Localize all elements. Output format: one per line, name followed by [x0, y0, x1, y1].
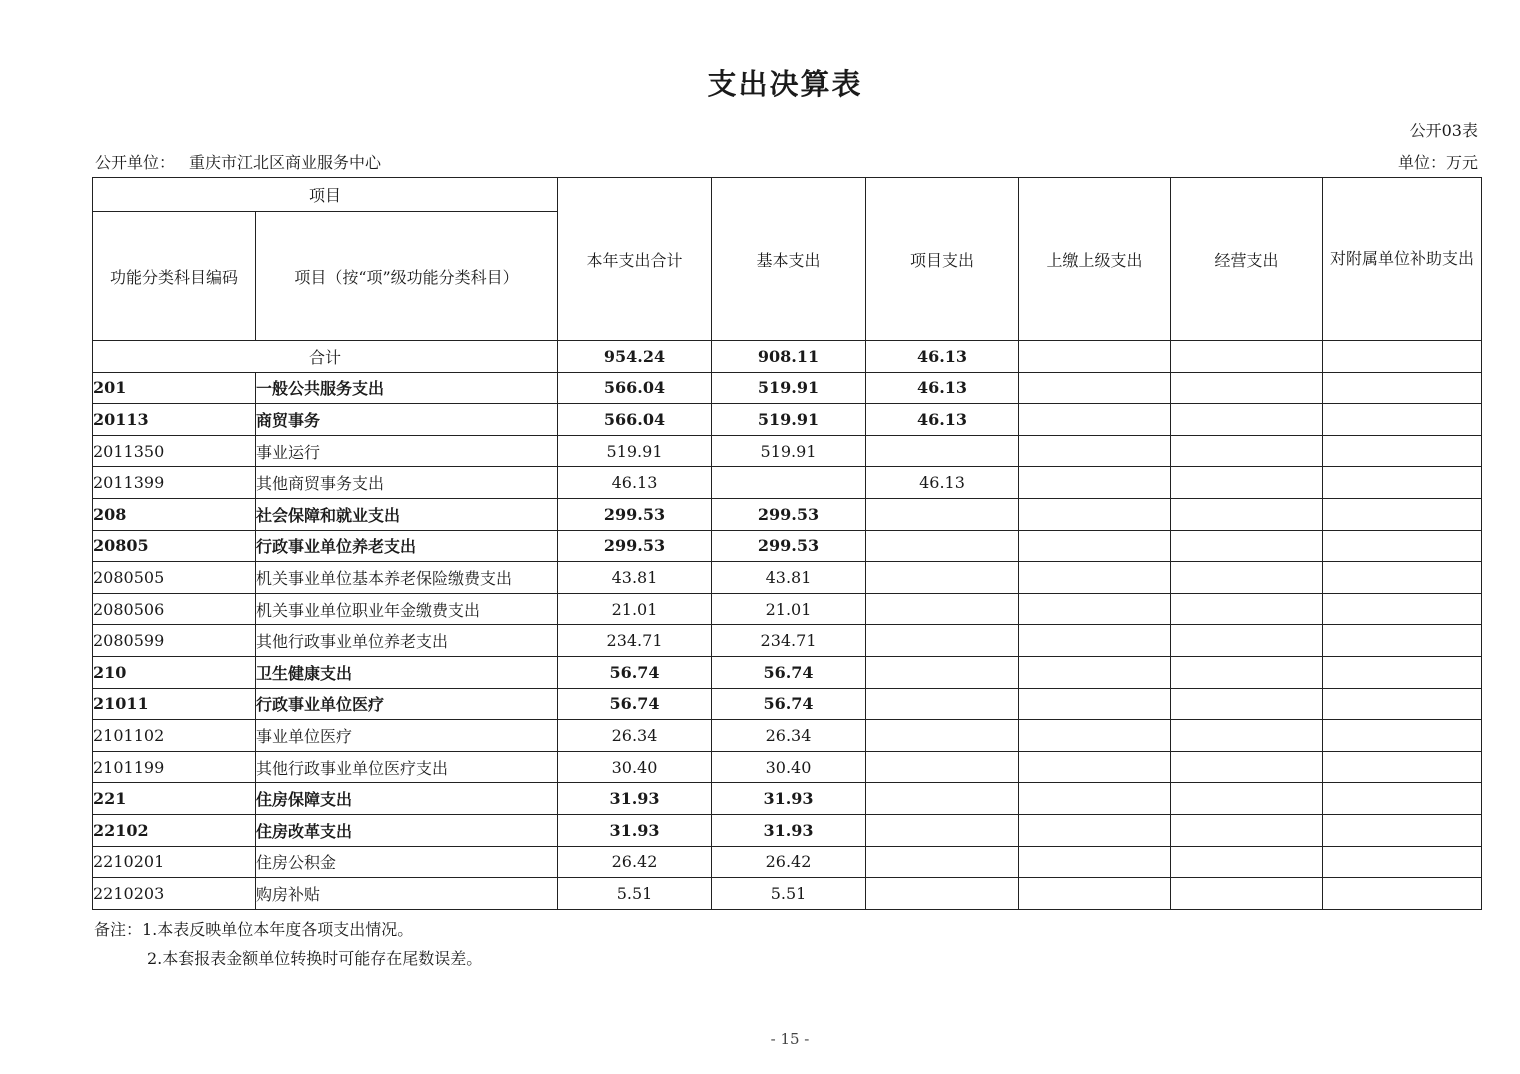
row-subsidy	[1323, 814, 1482, 846]
row-project	[866, 498, 1019, 530]
row-name: 卫生健康支出	[256, 656, 558, 688]
row-total: 56.74	[558, 656, 712, 688]
table-row	[93, 435, 1482, 467]
total-basic: 908.11	[712, 341, 866, 373]
header-subsidy: 对附属单位补助支出	[1323, 178, 1482, 341]
header-business: 经营支出	[1171, 178, 1323, 341]
row-name: 其他商贸事务支出	[256, 467, 558, 499]
row-total: 234.71	[558, 625, 712, 657]
table-row	[93, 656, 1482, 688]
row-business	[1171, 404, 1323, 436]
row-basic: 299.53	[712, 530, 866, 562]
total-label: 合计	[93, 341, 558, 373]
notes	[94, 915, 482, 973]
row-subsidy	[1323, 467, 1482, 499]
row-name: 购房补贴	[256, 878, 558, 910]
row-project: 46.13	[866, 467, 1019, 499]
row-business	[1171, 498, 1323, 530]
row-subsidy	[1323, 404, 1482, 436]
row-subsidy	[1323, 720, 1482, 752]
row-total: 31.93	[558, 814, 712, 846]
row-upper	[1019, 878, 1171, 910]
row-project	[866, 688, 1019, 720]
row-subsidy	[1323, 625, 1482, 657]
total-row	[93, 341, 1482, 373]
row-subsidy	[1323, 846, 1482, 878]
row-business	[1171, 372, 1323, 404]
row-code: 201	[93, 372, 256, 404]
row-total: 56.74	[558, 688, 712, 720]
table-row	[93, 814, 1482, 846]
row-code: 2101102	[93, 720, 256, 752]
row-subsidy	[1323, 783, 1482, 815]
row-subsidy	[1323, 688, 1482, 720]
row-code: 2210203	[93, 878, 256, 910]
row-project	[866, 656, 1019, 688]
total-subsidy	[1323, 341, 1482, 373]
row-upper	[1019, 593, 1171, 625]
header-basic: 基本支出	[712, 178, 866, 341]
row-upper	[1019, 372, 1171, 404]
row-upper	[1019, 435, 1171, 467]
row-subsidy	[1323, 498, 1482, 530]
header-code: 功能分类科目编码	[93, 212, 256, 341]
row-business	[1171, 751, 1323, 783]
row-basic: 56.74	[712, 688, 866, 720]
row-subsidy	[1323, 593, 1482, 625]
total-upper	[1019, 341, 1171, 373]
row-basic: 26.42	[712, 846, 866, 878]
row-total: 519.91	[558, 435, 712, 467]
row-code: 2101199	[93, 751, 256, 783]
row-code: 20805	[93, 530, 256, 562]
row-basic: 5.51	[712, 878, 866, 910]
header-item-group: 项目	[93, 178, 558, 212]
row-upper	[1019, 404, 1171, 436]
row-code: 20113	[93, 404, 256, 436]
row-total: 46.13	[558, 467, 712, 499]
row-basic: 519.91	[712, 372, 866, 404]
row-code: 21011	[93, 688, 256, 720]
row-code: 22102	[93, 814, 256, 846]
row-name: 一般公共服务支出	[256, 372, 558, 404]
row-basic: 519.91	[712, 404, 866, 436]
row-total: 566.04	[558, 372, 712, 404]
table-row	[93, 751, 1482, 783]
table-row	[93, 783, 1482, 815]
row-project	[866, 878, 1019, 910]
expenditure-table	[92, 177, 1482, 910]
table-row	[93, 625, 1482, 657]
row-basic: 31.93	[712, 783, 866, 815]
row-subsidy	[1323, 562, 1482, 594]
row-subsidy	[1323, 372, 1482, 404]
row-total: 5.51	[558, 878, 712, 910]
reporting-unit-label: 公开单位：	[95, 153, 176, 172]
row-total: 26.34	[558, 720, 712, 752]
header-upper: 上缴上级支出	[1019, 178, 1171, 341]
row-upper	[1019, 720, 1171, 752]
row-business	[1171, 530, 1323, 562]
table-row	[93, 467, 1482, 499]
row-basic: 31.93	[712, 814, 866, 846]
row-total: 299.53	[558, 498, 712, 530]
row-name: 事业单位医疗	[256, 720, 558, 752]
row-basic: 43.81	[712, 562, 866, 594]
row-name: 其他行政事业单位养老支出	[256, 625, 558, 657]
row-project	[866, 846, 1019, 878]
row-upper	[1019, 814, 1171, 846]
row-code: 208	[93, 498, 256, 530]
row-name: 住房公积金	[256, 846, 558, 878]
row-name: 机关事业单位基本养老保险缴费支出	[256, 562, 558, 594]
total-amount: 954.24	[558, 341, 712, 373]
row-subsidy	[1323, 530, 1482, 562]
row-business	[1171, 814, 1323, 846]
row-total: 299.53	[558, 530, 712, 562]
row-total: 566.04	[558, 404, 712, 436]
row-project: 46.13	[866, 372, 1019, 404]
row-project	[866, 625, 1019, 657]
row-upper	[1019, 562, 1171, 594]
note-line-1: 备注：1.本表反映单位本年度各项支出情况。	[94, 920, 414, 939]
row-project	[866, 814, 1019, 846]
row-upper	[1019, 498, 1171, 530]
row-business	[1171, 878, 1323, 910]
row-upper	[1019, 688, 1171, 720]
row-project: 46.13	[866, 404, 1019, 436]
row-project	[866, 783, 1019, 815]
row-code: 2011399	[93, 467, 256, 499]
row-upper	[1019, 530, 1171, 562]
row-name: 行政事业单位养老支出	[256, 530, 558, 562]
row-upper	[1019, 783, 1171, 815]
row-total: 30.40	[558, 751, 712, 783]
row-code: 2011350	[93, 435, 256, 467]
row-basic: 56.74	[712, 656, 866, 688]
table-row	[93, 530, 1482, 562]
page-number: - 15 -	[770, 1030, 810, 1048]
page-title: 支出决算表	[707, 67, 863, 101]
row-business	[1171, 593, 1323, 625]
table-number: 公开03表	[1409, 121, 1478, 140]
row-basic: 299.53	[712, 498, 866, 530]
row-name: 事业运行	[256, 435, 558, 467]
row-code: 2210201	[93, 846, 256, 878]
reporting-unit	[95, 150, 381, 173]
row-project	[866, 562, 1019, 594]
row-subsidy	[1323, 656, 1482, 688]
header-project: 项目支出	[866, 178, 1019, 341]
row-code: 210	[93, 656, 256, 688]
table-body	[93, 341, 1482, 910]
row-subsidy	[1323, 751, 1482, 783]
row-name: 商贸事务	[256, 404, 558, 436]
row-code: 2080505	[93, 562, 256, 594]
row-business	[1171, 435, 1323, 467]
row-business	[1171, 625, 1323, 657]
row-project	[866, 751, 1019, 783]
currency-unit: 单位：万元	[1397, 153, 1478, 172]
row-code: 2080599	[93, 625, 256, 657]
row-project	[866, 435, 1019, 467]
row-name: 行政事业单位医疗	[256, 688, 558, 720]
row-business	[1171, 467, 1323, 499]
row-upper	[1019, 846, 1171, 878]
row-upper	[1019, 467, 1171, 499]
row-upper	[1019, 751, 1171, 783]
row-project	[866, 720, 1019, 752]
table-row	[93, 593, 1482, 625]
row-basic: 234.71	[712, 625, 866, 657]
table-row	[93, 404, 1482, 436]
row-name: 住房保障支出	[256, 783, 558, 815]
table-row	[93, 372, 1482, 404]
table-row	[93, 688, 1482, 720]
table-row	[93, 720, 1482, 752]
row-name: 社会保障和就业支出	[256, 498, 558, 530]
table-row	[93, 498, 1482, 530]
row-total: 31.93	[558, 783, 712, 815]
row-business	[1171, 656, 1323, 688]
row-business	[1171, 562, 1323, 594]
row-business	[1171, 783, 1323, 815]
row-project	[866, 593, 1019, 625]
row-basic	[712, 467, 866, 499]
table-row	[93, 878, 1482, 910]
row-basic: 26.34	[712, 720, 866, 752]
row-basic: 30.40	[712, 751, 866, 783]
row-name: 住房改革支出	[256, 814, 558, 846]
table-row	[93, 846, 1482, 878]
row-total: 26.42	[558, 846, 712, 878]
row-total: 21.01	[558, 593, 712, 625]
row-business	[1171, 688, 1323, 720]
row-code: 221	[93, 783, 256, 815]
reporting-unit-name: 重庆市江北区商业服务中心	[189, 153, 382, 172]
row-name: 其他行政事业单位医疗支出	[256, 751, 558, 783]
row-basic: 519.91	[712, 435, 866, 467]
total-project: 46.13	[866, 341, 1019, 373]
row-business	[1171, 846, 1323, 878]
total-business	[1171, 341, 1323, 373]
row-project	[866, 530, 1019, 562]
header-total: 本年支出合计	[558, 178, 712, 341]
row-subsidy	[1323, 878, 1482, 910]
row-name: 机关事业单位职业年金缴费支出	[256, 593, 558, 625]
note-line-2: 2.本套报表金额单位转换时可能存在尾数误差。	[147, 949, 483, 968]
row-code: 2080506	[93, 593, 256, 625]
row-subsidy	[1323, 435, 1482, 467]
row-business	[1171, 720, 1323, 752]
table-row	[93, 562, 1482, 594]
row-upper	[1019, 625, 1171, 657]
row-basic: 21.01	[712, 593, 866, 625]
header-name: 项目（按“项”级功能分类科目）	[256, 212, 558, 341]
row-total: 43.81	[558, 562, 712, 594]
row-upper	[1019, 656, 1171, 688]
